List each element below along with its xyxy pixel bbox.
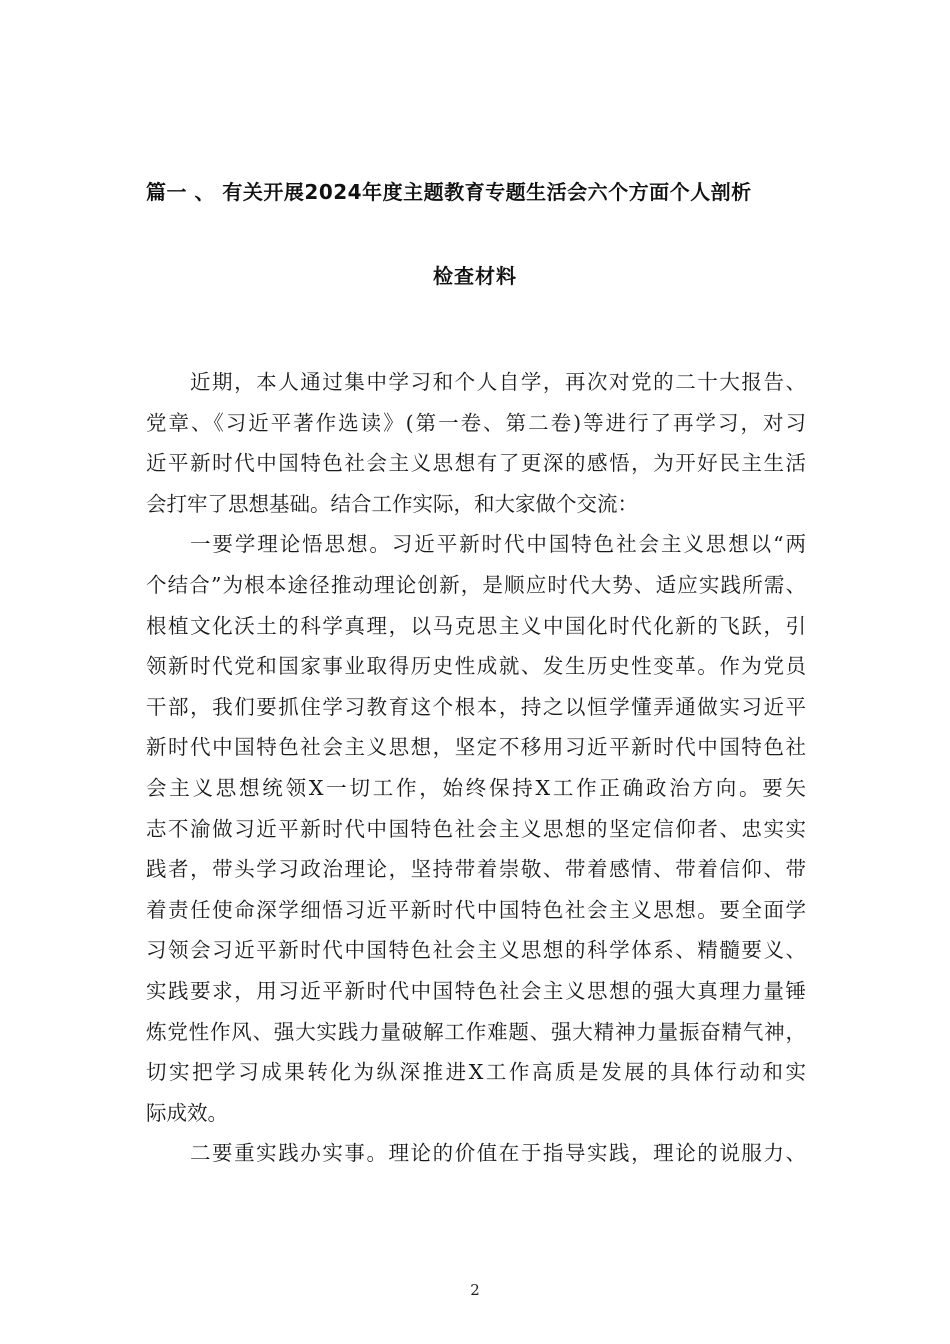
text-line: 个结合”为根本途径推动理论创新，是顺应时代大势、适应实践所需、: [146, 572, 806, 597]
text-line: 干部，我们要抓住学习教育这个根本，持之以恒学懂弄通做实习近平: [146, 694, 806, 719]
document-subheading: 检查材料: [433, 264, 517, 288]
text-line: 二要重实践办实事。理论的价值在于指导实践，理论的说服力、: [190, 1141, 806, 1166]
text-line: 习领会习近平新时代中国特色社会主义思想的科学体系、精髓要义、: [146, 938, 806, 963]
page-number: 2: [470, 1281, 480, 1299]
text-line: 党章、《习近平著作选读》(第一卷、第二卷)等进行了再学习，对习: [146, 410, 806, 435]
text-line: 根植文化沃土的科学真理，以马克思主义中国化时代化新的飞跃，引: [146, 613, 806, 638]
text-line: 会主义思想统领X一切工作，始终保持X工作正确政治方向。要矢: [146, 775, 806, 800]
paragraph-intro: [146, 362, 806, 524]
text-line: 着责任使命深学细悟习近平新时代中国特色社会主义思想。要全面学: [146, 897, 806, 922]
text-line: 近期，本人通过集中学习和个人自学，再次对党的二十大报告、: [190, 370, 806, 394]
text-line: 践者，带头学习政治理论，坚持带着崇敬、带着感情、带着信仰、带: [146, 857, 806, 882]
text-line: 实践要求，用习近平新时代中国特色社会主义思想的强大真理力量锤: [146, 978, 806, 1003]
document-body: [146, 362, 806, 1174]
text-line: 一要学理论悟思想。习近平新时代中国特色社会主义思想以“两: [190, 532, 806, 557]
text-line: 际成效。: [146, 1100, 228, 1125]
text-line: 切实把学习成果转化为纵深推进X工作高质是发展的具体行动和实: [146, 1060, 806, 1085]
text-line: 近平新时代中国特色社会主义思想有了更深的感悟，为开好民主生活: [146, 451, 806, 476]
text-line: 炼党性作风、强大实践力量破解工作难题、强大精神力量振奋精气神，: [146, 1019, 806, 1044]
text-line: 志不渝做习近平新时代中国特色社会主义思想的坚定信仰者、忠实实: [146, 816, 806, 841]
text-line: 新时代中国特色社会主义思想，坚定不移用习近平新时代中国特色社: [146, 735, 806, 760]
paragraph-theory: [146, 524, 806, 1133]
paragraph-practice: [146, 1133, 806, 1174]
document-heading: 篇一 、 有关开展2024年度主题教育专题生活会六个方面个人剖析: [146, 180, 752, 204]
text-line: 会打牢了思想基础。结合工作实际，和大家做个交流：: [146, 491, 638, 516]
text-line: 领新时代党和国家事业取得历史性成就、发生历史性变革。作为党员: [146, 654, 806, 679]
